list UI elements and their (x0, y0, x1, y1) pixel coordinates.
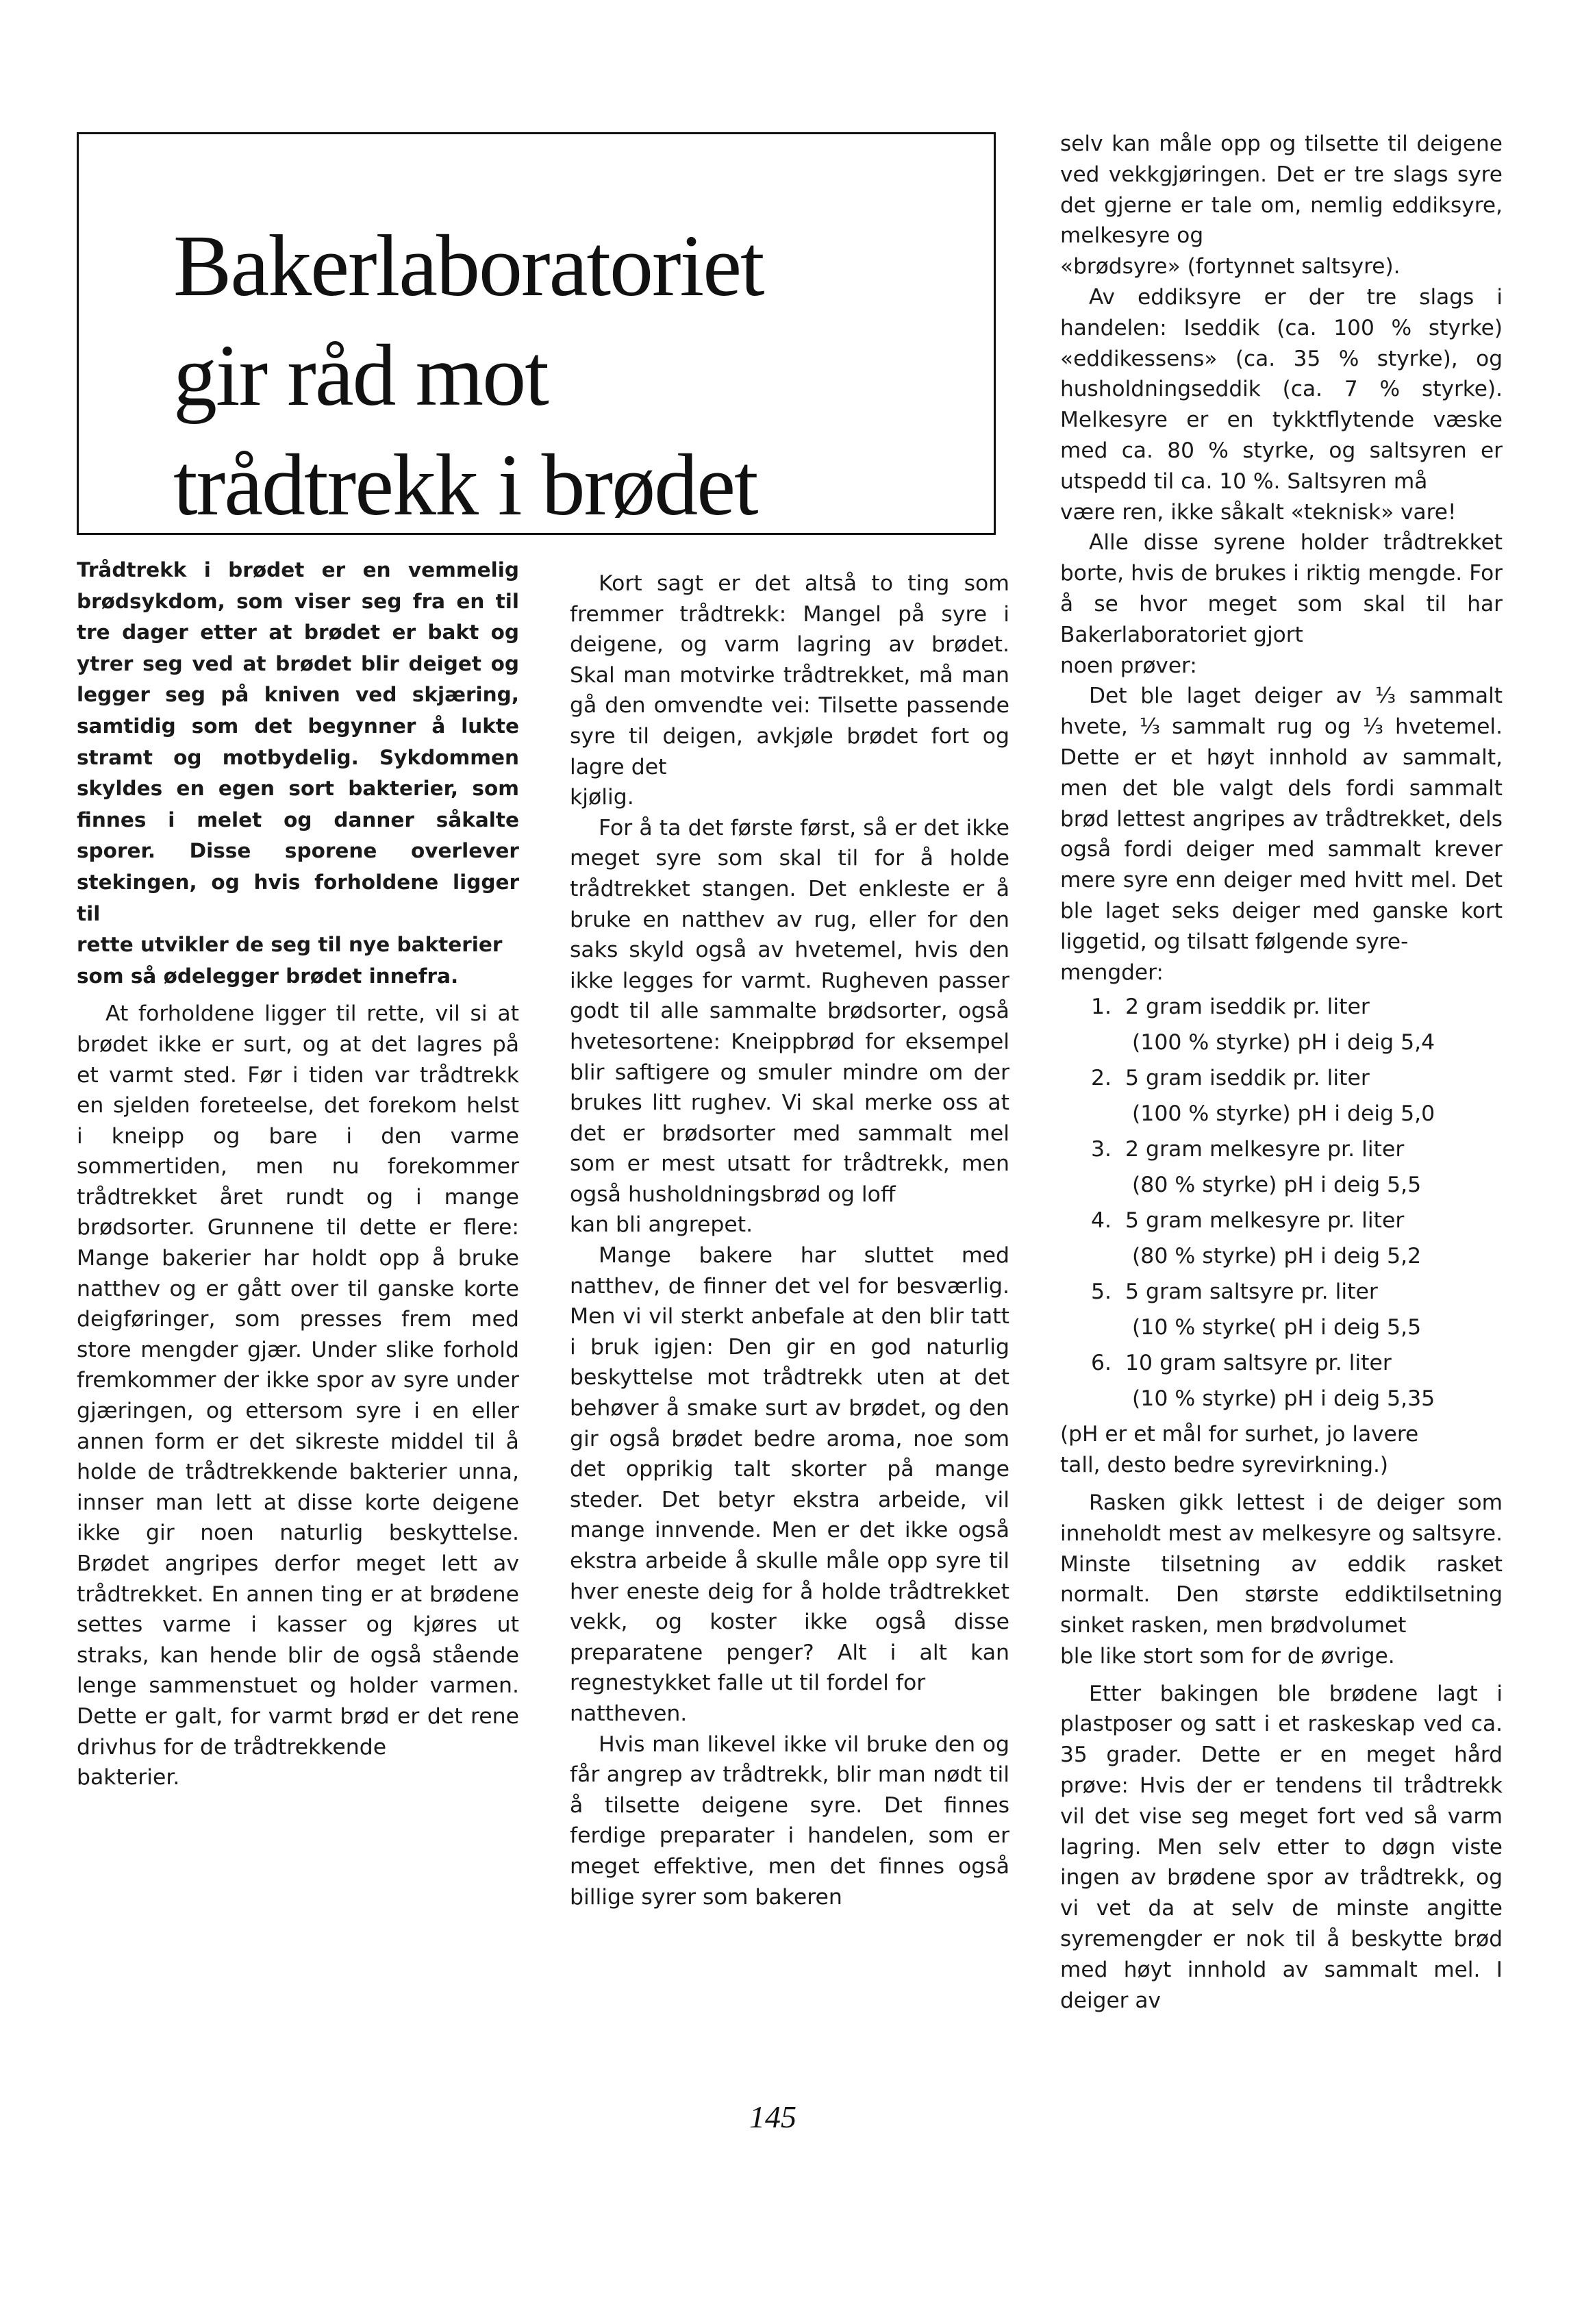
body-paragraph: Hvis man likevel ikke vil bruke den og får angrep av trådtrekk, blir man nødt til å tilsette deigene syre. Det finnes ferdige preparater i handelen, som er meget effektive, men det finnes også billige syrer som bakeren (570, 1732, 1009, 1910)
body-paragraph: Av eddiksyre er der tre slags i handelen: Iseddik (ca. 100 % styrke) «eddikessens» (ca. 35 % styrke), og husholdningseddik (ca. 7 % styrke). Melkesyre er en tykktflytende væske med ca. 80 % styrke, og saltsyren er utspedd til ca. 10 %. Saltsyren må (1060, 284, 1503, 494)
body-paragraph: Etter bakingen ble brødene lagt i plastposer og satt i et raskeskap ved ca. 35 grader. Dette er en meget hård prøve: Hvis der er tendens til trådtrekk vil det vise seg meget fort ved så varm lagring. Men selv etter to døgn viste ingen av brødene spor av trådtrekk, og vi vet da at selv de minste angitte syremengder er nok til å beskytte brød med høyt innhold av sammalt mel. I deiger av (1060, 1681, 1503, 2013)
list-item-line-2: (100 % styrke) pH i deig 5,0 (1132, 1101, 1435, 1127)
body-paragraph: Det ble laget deiger av ⅓ sammalt hvete, ⅓ sammalt rug og ⅓ hvetemel. Dette er et høyt innhold av sammalt, men det ble valgt dels fordi sammalt brød lettest angripes av trådtrekket, dels også fordi deiger med sammalt krever mere syre enn deiger med hvitt mel. Det ble laget seks deiger med ganske kort liggetid, og tilsatt følgende syre- (1060, 684, 1503, 954)
body-paragraph: Mange bakere har sluttet med natthev, de finner det vel for besværlig. Men vi vil sterkt anbefale at den blir tatt i bruk igjen: Den gir en god naturlig beskyttelse mot trådtrekk uten at det behøver å smake surt av brødet, og den gir også brødet bedre aroma, noe som det opprikig talt skorter på mange steder. Det betyr ekstra arbeide, vil mange innvende. Men er det ikke også ekstra arbeide å skulle måle opp syre til hver eneste deig for å holde trådtrekket vekk, og koster ikke også disse preparatene penger? Alt i alt kan regnestykket falle ut til fordel for (570, 1243, 1009, 1696)
list-item (1060, 1203, 1503, 1274)
list-item (1060, 1345, 1503, 1416)
ph-note-last-line: tall, desto bedre syrevirkning.) (1060, 1453, 1389, 1478)
body-paragraph: At forholdene ligger til rette, vil si at brødet ikke er surt, og at det lagres på et varmt sted. Før i tiden var trådtrekk en sjelden foreteelse, det forekom helst i kneipp og bare i den varme sommertiden, men nu forekommer trådtrekket året rundt og i mange brødsorter. Grunnene til dette er flere: Mange bakerier har holdt opp å bruke natthev og er gått over til ganske korte deigføringer, som presses frem med store mengder gjær. Under slike forhold fremkommer der ikke spor av syre under gjæringen, og ettersom syre i en eller annen form er det sikreste middel til å holde de trådtrekkende bakterier unna, innser man lett at disse korte deigene ikke gir noen naturlig beskyttelse. Brødet angripes derfor meget lett av trådtrekket. En annen ting er at brødene settes varme i kasser og kjøres ut straks, kan hende blir de også stående lenge sammenstuet og holder varmen. Dette er galt, for varmt brød er det rene drivhus for de trådtrekkende (77, 1001, 519, 1760)
list-item-number: 6. (1090, 1351, 1112, 1376)
list-item-line-1: 10 gram saltsyre pr. liter (1125, 1351, 1392, 1376)
body-paragraph: For å ta det første først, så er det ikke meget syre som skal til for å holde trådtrekket stangen. Det enkleste er å bruke en natthev av rug, eller for den saks skyld også av hvetemel, hvis den ikke legges for varmt. Rugheven passer godt til alle sammalte brødsorter, også hvetesortene: Kneippbrød for eksempel blir saftigere og smuler mindre om der brukes litt rughev. Vi skal merke oss at det er brødsorter med sammalt mel som er mest utsatt for trådtrekk, men også husholdningsbrød og loff (570, 815, 1009, 1207)
list-item-line-1: 5 gram iseddik pr. liter (1125, 1066, 1370, 1091)
title-box (77, 132, 996, 535)
list-item-line-1: 2 gram iseddik pr. liter (1125, 995, 1370, 1020)
body-paragraph-last-line: noen prøver: (1060, 653, 1197, 678)
list-item-line-1: 5 gram melkesyre pr. liter (1125, 1208, 1405, 1234)
column-1 (77, 555, 519, 1793)
body-paragraph-last-line: være ren, ikke såkalt «teknisk» vare! (1060, 499, 1457, 525)
body-paragraph: Kort sagt er det altså to ting som fremmer trådtrekk: Mangel på syre i deigene, og varm lagring av brødet. Skal man motvirke trådtrekket, må man gå den omvendte vei: Tilsette passende syre til deigen, avkjøle brødet fort og lagre det (570, 571, 1009, 779)
lead-paragraph: Trådtrekk i brødet er en vemmelig brødsykdom, som viser seg fra en til tre dager etter at brødet er bakt og ytrer seg ved at brødet blir deiget og legger seg på kniven ved skjæring, samtidig som det begynner å lukte stramt og motbydelig. Sykdommen skyldes en egen sort bakterier, som finnes i melet og danner såkalte sporer. Disse sporene overlever stekingen, og hvis forholdene ligger til (77, 558, 519, 925)
ph-note: (pH er et mål for surhet, jo lavere (1060, 1422, 1419, 1447)
list-item (1060, 1274, 1503, 1345)
body-paragraph: Rasken gikk lettest i de deiger som inneholdt mest av melkesyre og saltsyre. Minste tilsetning av eddik rasket normalt. Den største eddiktilsetning sinket rasken, men brødvolumet (1060, 1490, 1503, 1638)
list-item (1060, 989, 1503, 1060)
title-line-2: gir råd mot (173, 327, 548, 424)
list-item-line-1: 2 gram melkesyre pr. liter (1125, 1137, 1405, 1162)
body-paragraph: Alle disse syrene holder trådtrekket borte, hvis de brukes i riktig mengde. For å se hvor meget som skal til har Bakerlaboratoriet gjort (1060, 530, 1503, 647)
list-item-number: 2. (1090, 1066, 1112, 1091)
list-item-line-2: (100 % styrke) pH i deig 5,4 (1132, 1030, 1435, 1055)
body-paragraph-last-line: nattheven. (570, 1701, 688, 1726)
list-item-number: 1. (1090, 995, 1112, 1020)
list-item-line-1: 5 gram saltsyre pr. liter (1125, 1279, 1378, 1305)
list-item (1060, 1060, 1503, 1132)
list-item-number: 3. (1090, 1137, 1112, 1162)
body-paragraph-last-line: kjølig. (570, 785, 634, 810)
body-paragraph: selv kan måle opp og tilsette til deigene ved vekkgjøringen. Det er tre slags syre det gjerne er tale om, nemlig eddiksyre, melkesyre og (1060, 132, 1503, 249)
acid-test-list (1060, 989, 1503, 1416)
column-3 (1060, 129, 1503, 2016)
body-paragraph-last-line: mengder: (1060, 960, 1164, 985)
page-number: 145 (749, 2099, 796, 2134)
column-2 (570, 568, 1009, 1912)
body-paragraph-last-line: kan bli angrepet. (570, 1212, 753, 1238)
list-item-line-2: (10 % styrke( pH i deig 5,5 (1132, 1315, 1422, 1340)
body-paragraph-last-line: bakterier. (77, 1765, 180, 1790)
lead-paragraph-last-line: rette utvikler de seg til nye bakterier som så ødelegger brødet innefra. (77, 933, 503, 988)
title-line-3: trådtrekk i brødet (173, 436, 757, 534)
list-item-line-2: (80 % styrke) pH i deig 5,2 (1132, 1244, 1422, 1269)
body-paragraph-last-line: «brødsyre» (fortynnet saltsyre). (1060, 254, 1401, 279)
list-item (1060, 1132, 1503, 1203)
title-line-1: Bakerlaboratoriet (173, 217, 764, 314)
list-item-line-2: (10 % styrke) pH i deig 5,35 (1132, 1386, 1435, 1412)
body-paragraph-last-line: ble like stort som for de øvrige. (1060, 1643, 1395, 1669)
list-item-number: 4. (1090, 1208, 1112, 1234)
list-item-number: 5. (1090, 1279, 1112, 1305)
list-item-line-2: (80 % styrke) pH i deig 5,5 (1132, 1173, 1422, 1198)
article-title (173, 211, 764, 540)
